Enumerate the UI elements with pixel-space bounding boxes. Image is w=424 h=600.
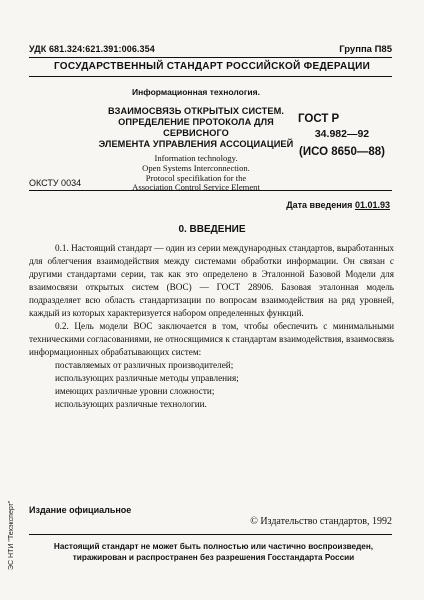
paragraph: 0.1. Настоящий стандарт — один из серии международных стандартов, выработанных для облегчения взаимодействия между системами обработки информации. Он связан с другими стандартами серии, так как это определено в Эталонной Базовой Модели для взаимосвязи открытых систем (ВОС) — ГОСТ 28906. Базовая эталонная модель подразделяет всю область стандартизации по вопросам взаимодействия на ряд уровней, каждый из которых характеризуется набором определенных функций. [29,243,394,318]
title-it-line: Информационная технология. [132,87,260,97]
title-ru-line: ЭЛЕМЕНТА УПРАВЛЕНИЯ АССОЦИАЦИЕЙ [98,139,294,149]
paragraph: 0.2. Цель модели ВОС заключается в том, чтобы обеспечить с минимальными техническими согласованиями, не относящимися к стандартам взаимодействия, взаимосвязь информационных обрабатывающих систем: [29,321,394,357]
title-en-line: Association Control Service Element [132,182,260,193]
title-en-line: Protocol specifikation for the [145,172,247,183]
title-ru-line: ОПРЕДЕЛЕНИЕ ПРОТОКОЛА ДЛЯ СЕРВИСНОГО [118,117,274,138]
state-standard-heading: ГОСУДАРСТВЕННЫЙ СТАНДАРТ РОССИЙСКОЙ ФЕДЕРАЦИИ [53,61,371,72]
official-edition: Издание официальное [29,505,132,515]
gost-label: ГОСТ Р [298,113,340,125]
title-russian [96,106,296,150]
effective-date [286,200,390,210]
okstu-code: ОКСТУ 0034 [29,178,82,188]
list-item: использующих различные технологии. [55,399,207,409]
title-block [96,87,296,193]
title-ru-line: ВЗАИМОСВЯЗЬ ОТКРЫТЫХ СИСТЕМ. [107,106,285,116]
list-item: использующих различные методы управления; [55,373,239,383]
list-item: поставляемых от различных производителей; [55,360,234,370]
top-rule [29,57,392,58]
title-english [96,154,296,193]
systems-list [29,359,394,411]
side-watermark-text: ЭС НТИ "Техэксперт" [8,500,15,570]
reproduction-notice: Настоящий стандарт не может быть полностью или частично воспроизведен, тиражирован и распространен без разрешения Госстандарта России [53,542,374,562]
gost-block [292,113,392,158]
section-title: 0. ВВЕДЕНИЕ [178,224,246,235]
heading-rule [29,76,392,77]
copyright: © Издательство стандартов, 1992 [250,516,392,527]
title-en-line: Information technology. [154,153,238,163]
title-en-line: Open Systems Interconnection. [142,162,250,173]
effective-date-label: Дата введения [286,200,353,210]
list-item: имеющих различные уровни сложности; [55,386,215,396]
side-watermark [4,420,16,570]
section-rule [29,190,392,191]
footer-rule [29,534,392,535]
udc-code: УДК 681.324:621.391:006.354 [29,44,155,54]
effective-date-value: 01.01.93 [354,200,390,210]
body-text [29,242,394,411]
iso-number: (ИСО 8650—88) [299,146,385,158]
group-code: Группа П85 [339,44,392,55]
gost-number: 34.982—92 [314,128,370,140]
